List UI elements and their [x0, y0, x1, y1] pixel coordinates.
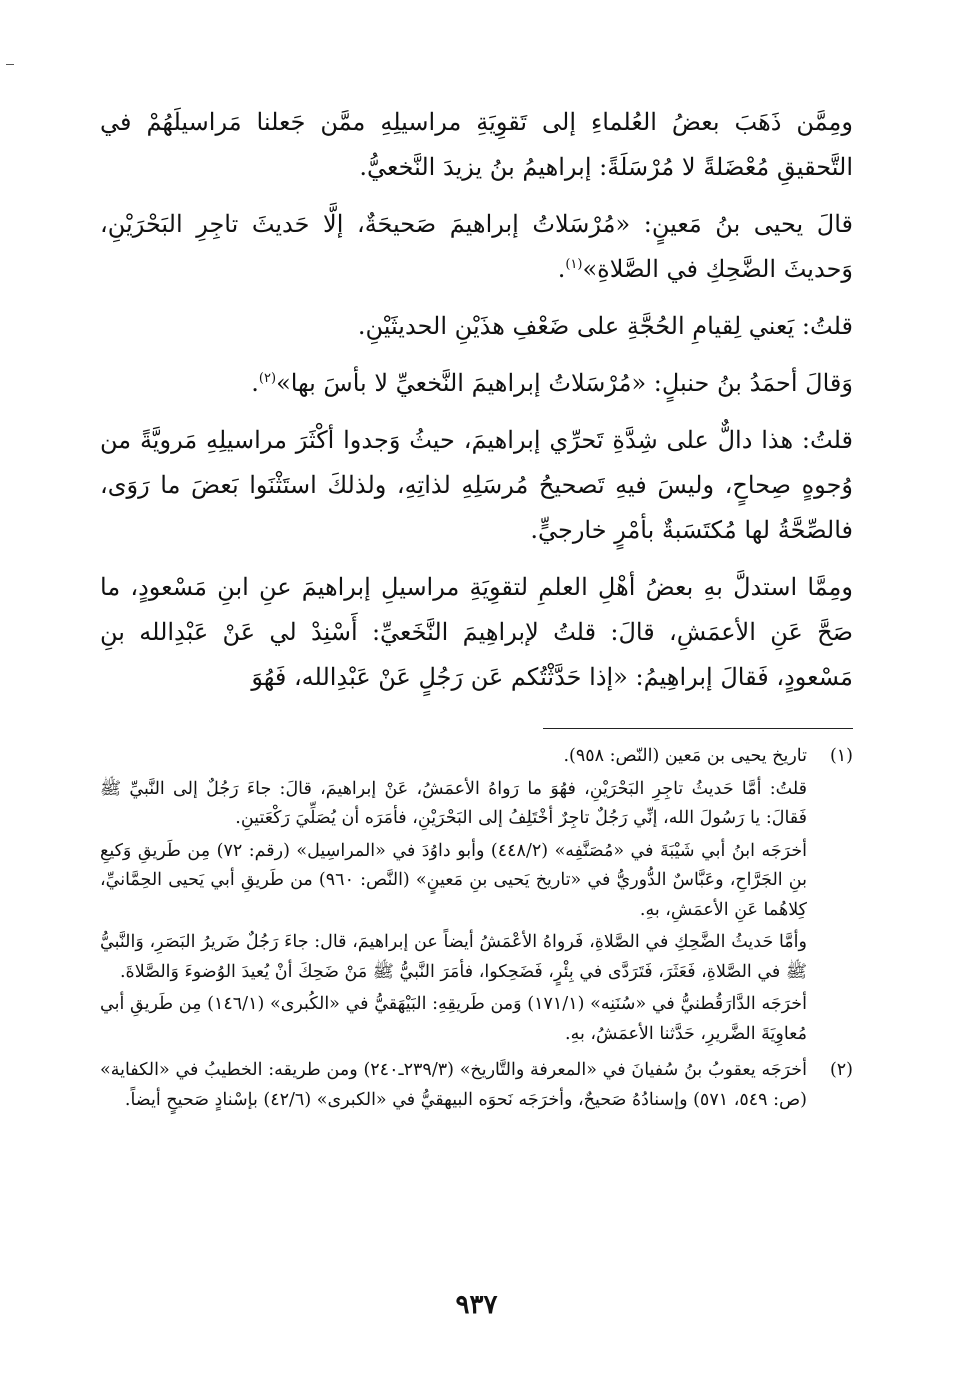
paragraph-3: قلتُ: يَعني لِقيامِ الحُجَّةِ على ضَعْفِ هذَيْنِ الحديثَيْنِ. [357, 312, 853, 340]
footnote-body [100, 1056, 807, 1118]
footnote-number: (١) [829, 746, 853, 766]
footnote-number: (٢) [829, 1060, 853, 1080]
footnote-separator [543, 728, 853, 729]
paragraph-1: ومِمَّن ذَهَبَ بعضُ العُلماءِ إلى تَقوِيَةِ مراسيلِهِ ممَّن جَعلنا مَراسيلَهُمْ في التَّحقيقِ مُعْضَلةً لا مُرْسَلَةً: إبراهيمُ بنُ يزيدَ النَّخعيُّ. [100, 108, 854, 181]
main-text [100, 100, 853, 712]
footnote-body [100, 742, 807, 1052]
footnote-paragraph: تاريخ يحيى بن مَعين (النّص: ٩٥٨). [563, 746, 807, 766]
footnote-2 [100, 1056, 853, 1118]
paragraph-2: قالَ يحيى بنُ مَعينٍ: «مُرْسَلاتُ إبراهيمَ صَحيحَةٌ، إلَّا حَديثَ تاجِرِ البَحْرَيْنِ، وَحديثَ الضَّحِكِ في الصَّلاةِ»$^{(١)}$. [100, 210, 853, 283]
footnote-ref-2[interactable]: (٢) [258, 371, 277, 386]
paragraph-4: وَقالَ أحمَدُ بنُ حنبلٍ: «مُرْسَلاتُ إبراهيمَ النَّخعيِّ لا بأسَ بها»$^{(٢)}$. [251, 369, 853, 397]
footnote-paragraph: أخرَجَه الدَّارَقُطنيُّ في «سُنَنِه» (١٧١/١) وَمن طَريقِهِ: البَيْهَقيُّ في «الكُبرى» (١٤٦/١) مِن طَريقِ أبي مُعاوِيَةَ الضَّريرِ، حَدَّثنا الأعمَشُ، بهِ. [100, 994, 807, 1044]
footnote-1 [100, 742, 853, 1052]
scan-edge-mark [6, 64, 14, 65]
footnote-paragraph: قلتُ: أمَّا حَديثُ تاجِرِ البَحْرَيْنِ، فهُوَ ما رَواهُ الأعمَشُ، عَنْ إبراهيمَ، قالَ: جاءَ رَجُلٌ إلى النَّبيِّ ﷺ فَقالَ: يا رَسُولَ الله، إنِّي رَجُلٌ تاجِرٌ أخْتَلِفُ إلى البَحْرَيْنِ، فأمَرَه أن يُصَلِّيَ رَكْعَتينِ. [100, 778, 807, 828]
paragraph-5: قلتُ: هذا دالٌّ على شِدَّةِ تَحرِّي إبراهيمَ، حيثُ وَجدوا أكْثَرَ مراسيلِهِ مَرويَّةً من وُجوهٍ صِحاحٍ، وليسَ فيهِ تَصحيحُ مُرسَلِهِ لذاتِهِ، ولذلكَ استَثْنَوا بَعضَ ما رَوَى، فالصِّحَّةُ لها مُكتَسَبةٌ بأمْرٍ خارجيٍّ. [100, 426, 853, 544]
footnote-paragraph: أخرَجَه ابنُ أبي شَيْبَةَ في «مُصَنَّفِه» (٤٤٨/٢) وأبو داوُدَ في «المراسِيل» (رقم: ٧٢) مِن طَريقِ وَكيعِ بنِ الجَرَّاحِ، وعَبَّاسٌ الدُّوريُّ في «تاريخ يَحيى بنِ مَعينٍ» (النَّص: ٩٦٠) من طَريقِ أبي يَحيى الحِمَّانيِّ، كِلاهُما عَنِ الأعمَشِ، بهِ. [100, 840, 807, 920]
page-number: ٩٣٧ [455, 1290, 498, 1320]
footnote-ref-1[interactable]: (١) [565, 257, 583, 272]
footnote-paragraph: أخرَجَه يعقوبُ بنُ سُفيانَ في «المعرفة والتَّاريخ» (٢٣٩/٣ـ٢٤٠) ومن طريقه: الخطيبُ في «الكفاية» (ص: ٥٤٩، ٥٧١) وإسنادُهُ صَحيحٌ، وأخرَجَه نَحوَه البيهقيُّ في «الكبرى» (٤٢/٦) بإسْنادٍ صَحيحٍ أيضاً. [100, 1060, 807, 1110]
footnote-paragraph: وأمَّا حَديثُ الضَّحِكِ في الصَّلاةِ، فَرواهُ الأعْمَشُ أيضاً عن إبراهيمَ، قال: جاءَ رَجُلٌ ضَريرُ البَصَرِ، وَالنَّبيُّ ﷺ في الصَّلاةِ، فَعَثَرَ، فَتَرَدَّى في بِئْرٍ، فَضَحِكوا، فأمَرَ النَّبيُّ ﷺ مَنْ ضَحِكَ أنْ يُعيدَ الوُضوءَ وَالصَّلاةَ. [100, 932, 807, 982]
paragraph-6: ومِمَّا استدلَّ بهِ بعضُ أهْلِ العلمِ لتقوِيَةِ مراسيلِ إبراهيمَ عنِ ابنِ مَسْعودٍ، ما صَحَّ عَنِ الأعمَشِ، قالَ: قلتُ لإبراهِيمَ النَّخَعيِّ: أَسْنِدْ لي عَنْ عَبْدِالله بنِ مَسْعودٍ، فَقالَ إبراهِيمُ: «إذا حَدَّثْتُكم عَن رَجُلٍ عَنْ عَبْدِالله، فَهُوَ [100, 573, 853, 691]
footnotes [100, 742, 853, 1118]
